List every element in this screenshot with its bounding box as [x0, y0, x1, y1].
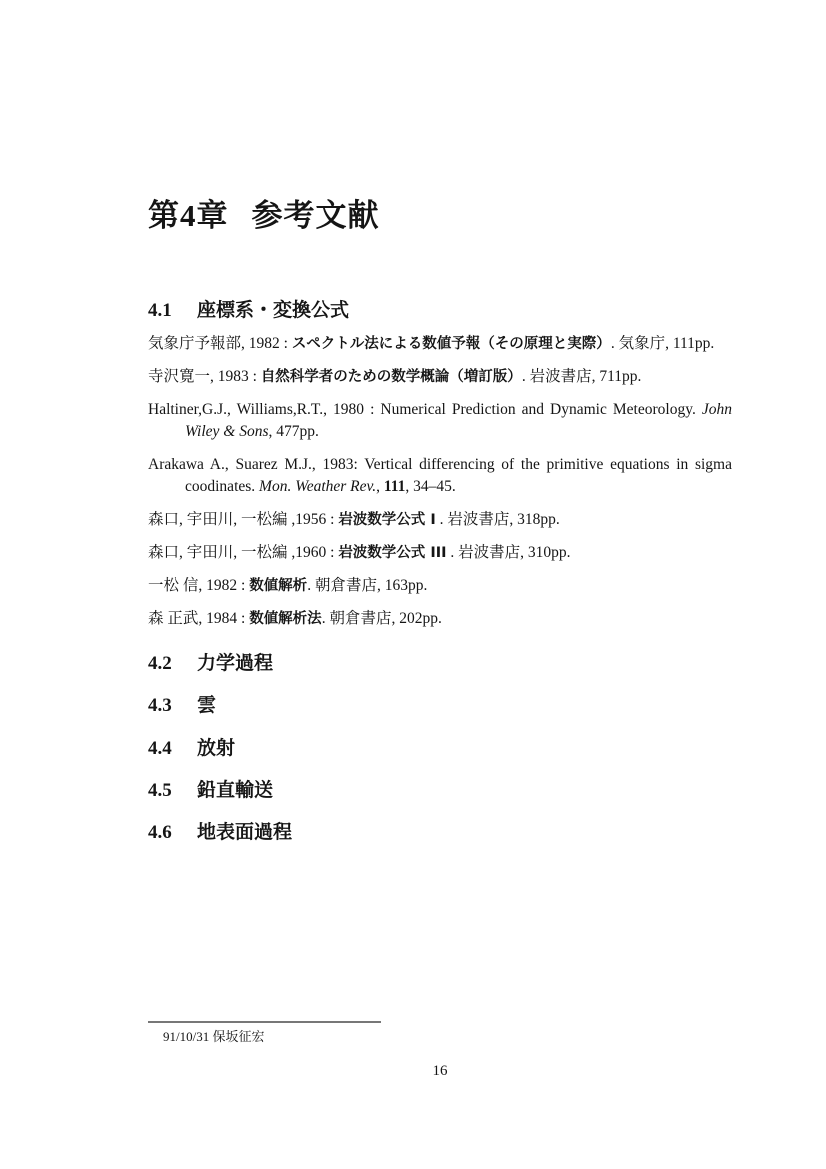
- reference-item: [148, 454, 732, 498]
- reference-text-segment: . 岩波書店, 318pp.: [435, 511, 560, 528]
- reference-text-segment: . 岩波書店, 711pp.: [521, 368, 642, 385]
- section-number: 4.5: [148, 780, 172, 801]
- reference-item: [148, 608, 732, 630]
- section-heading-4-3: [148, 690, 216, 717]
- reference-text-segment: John Wiley & Sons: [185, 401, 732, 440]
- reference-text-segment: . 朝倉書店, 163pp.: [307, 577, 428, 594]
- reference-text-segment: 数値解析: [249, 578, 308, 594]
- reference-item: [148, 575, 732, 597]
- reference-text-segment: 寺沢寛一, 1983 :: [148, 368, 261, 385]
- section-number: 4.3: [148, 695, 172, 716]
- footnote-text: 91/10/31 保坂征宏: [163, 1029, 265, 1044]
- footnote-rule: [148, 1021, 381, 1023]
- reference-list: [148, 333, 732, 630]
- section-heading-4-6: [148, 817, 292, 844]
- reference-text-segment: Haltiner,G.J., Williams,R.T., 1980 : Numerical Prediction and Dynamic Meteorology.: [148, 401, 702, 418]
- section-heading-4-2: [148, 648, 273, 675]
- section-number: 4.6: [148, 822, 172, 843]
- reference-text-segment: ,: [376, 478, 384, 495]
- section-title: 放射: [197, 737, 236, 759]
- section-heading-4-5: [148, 775, 273, 802]
- reference-text-segment: 気象庁予報部, 1982 :: [148, 335, 292, 352]
- reference-text-segment: , 34–45.: [405, 478, 456, 495]
- reference-text-segment: 岩波数学公式 III: [338, 545, 447, 561]
- chapter-number: 第4章: [148, 198, 229, 233]
- section-title: 鉛直輸送: [197, 779, 274, 801]
- section-title: 力学過程: [197, 652, 274, 674]
- reference-text-segment: 森口, 宇田川, 一松編 ,1956 :: [148, 511, 339, 528]
- page-number: 16: [432, 1063, 448, 1079]
- section-number: 4.2: [148, 653, 172, 674]
- reference-item: [148, 366, 732, 388]
- chapter-heading: [148, 190, 380, 235]
- reference-text-segment: 森口, 宇田川, 一松編 ,1960 :: [148, 544, 339, 561]
- reference-text-segment: . 岩波書店, 310pp.: [446, 544, 571, 561]
- reference-text-segment: 数値解析法: [249, 611, 322, 627]
- section-number: 4.1: [148, 300, 172, 321]
- reference-text-segment: 111: [383, 478, 406, 495]
- reference-text-segment: Arakawa A., Suarez M.J., 1983: Vertical differencing of the primitive equations in sigma coodinates.: [148, 456, 732, 495]
- reference-text-segment: 自然科学者のための数学概論（増訂版）: [260, 369, 522, 385]
- reference-text-segment: Mon. Weather Rev.: [259, 478, 377, 495]
- section-title: 地表面過程: [197, 821, 293, 843]
- reference-text-segment: . 気象庁, 111pp.: [610, 335, 715, 352]
- reference-item: [148, 333, 732, 355]
- section-heading-4-1: [148, 295, 349, 322]
- chapter-title: 参考文献: [251, 198, 380, 234]
- section-number: 4.4: [148, 738, 172, 759]
- reference-text-segment: 岩波数学公式 I: [338, 512, 436, 528]
- section-title: 雲: [197, 694, 217, 716]
- reference-text-segment: 森 正武, 1984 :: [148, 610, 250, 627]
- section-title: 座標系・変換公式: [197, 299, 350, 321]
- section-heading-4-4: [148, 733, 235, 760]
- reference-item: [148, 399, 732, 443]
- reference-text-segment: 一松 信, 1982 :: [148, 577, 250, 594]
- reference-text-segment: スペクトル法による数値予報（その原理と実際）: [291, 336, 611, 352]
- reference-item: [148, 542, 732, 564]
- reference-text-segment: , 477pp.: [268, 423, 319, 440]
- reference-item: [148, 509, 732, 531]
- reference-text-segment: . 朝倉書店, 202pp.: [321, 610, 442, 627]
